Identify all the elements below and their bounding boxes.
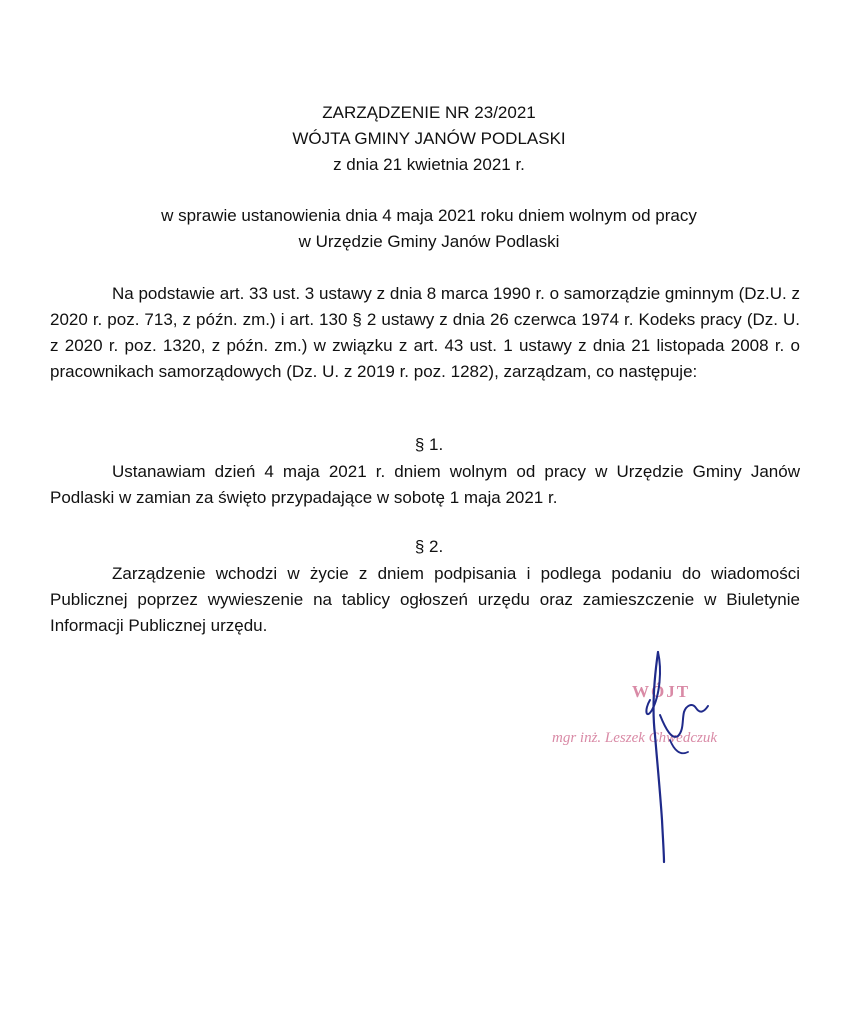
stamp-title: WÓJT <box>632 682 691 701</box>
issue-date: z dnia 21 kwietnia 2021 r. <box>333 155 525 174</box>
stamp-name: mgr inż. Leszek Chwedczuk <box>552 730 717 746</box>
handwritten-signature <box>600 640 740 870</box>
subject-line-2: w Urzędzie Gminy Janów Podlaski <box>298 232 560 251</box>
section-2-mark: § 2. <box>414 537 444 556</box>
section-2 <box>50 561 800 639</box>
section-1 <box>50 459 800 511</box>
preamble <box>50 281 800 385</box>
preamble-text: Na podstawie art. 33 ust. 3 ustawy z dnia 8 marca 1990 r. o samorządzie gminnym (Dz.U. z 2020 r. poz. 713, z późn. zm.) i art. 130 § 2 ustawy z dnia 26 czerwca 1974 r. Kodeks pracy (Dz. U. z 2020 r. poz. 1320, z późn. zm.) w związku z art. 43 ust. 1 ustawy z dnia 21 listopada 2008 r. o pracownikach samorządowych (Dz. U. z 2019 r. poz. 1282), zarządzam, co następuje: <box>50 284 800 381</box>
section-1-text: Ustanawiam dzień 4 maja 2021 r. dniem wolnym od pracy w Urzędzie Gminy Janów Podlaski w zamian za święto przypadające w sobotę 1 maja 2021 r. <box>50 462 800 507</box>
issuer: WÓJTA GMINY JANÓW PODLASKI <box>292 129 566 148</box>
section-1-mark: § 1. <box>414 435 444 454</box>
subject-line-1: w sprawie ustanowienia dnia 4 maja 2021 roku dniem wolnym od pracy <box>161 206 697 225</box>
section-2-text: Zarządzenie wchodzi w życie z dniem podpisania i podlega podaniu do wiadomości Publicznej poprzez wywieszenie na tablicy ogłoszeń urzędu oraz zamieszczenie w Biuletynie Informacji Publicznej urzędu. <box>50 564 800 635</box>
order-number: ZARZĄDZENIE NR 23/2021 <box>322 103 536 122</box>
